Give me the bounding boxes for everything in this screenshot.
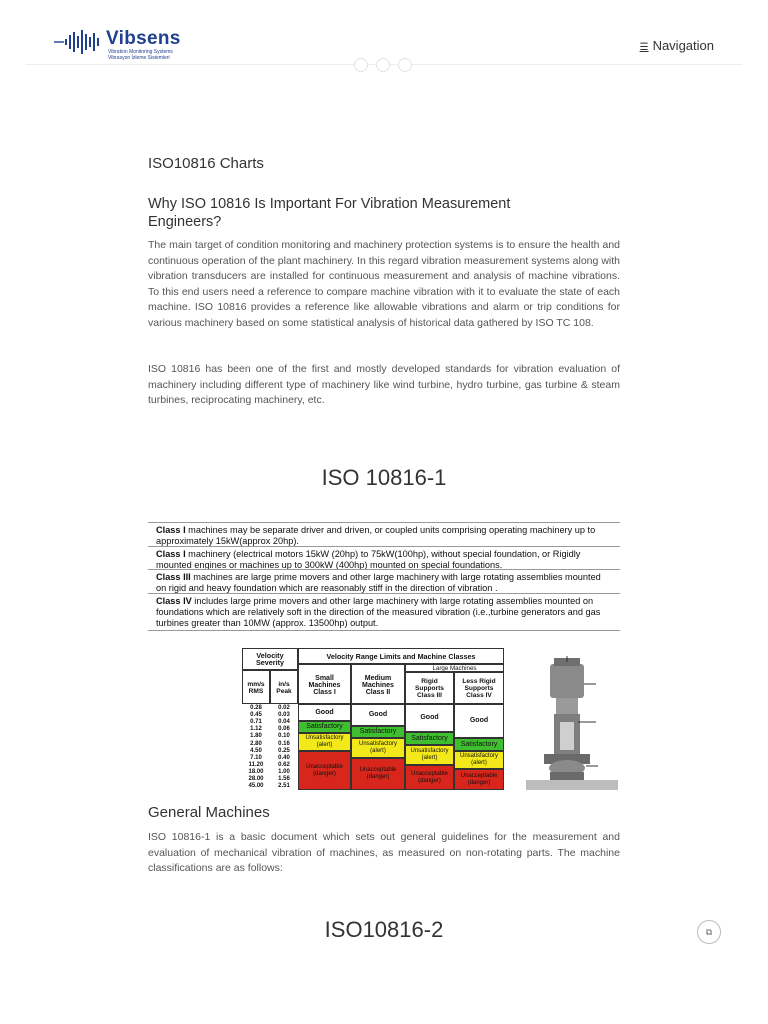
menu-icon: ☰: [639, 42, 649, 53]
class-row: Class III machines are large prime movers and other large machinery with large rotating assemblies mounted on rigid and heavy foundation which are reasonably stiff in the direction of vibration .: [148, 569, 620, 593]
general-heading: General Machines: [148, 804, 270, 821]
zone-satisfactory: Satisfactory: [351, 726, 405, 738]
zone-satisfactory: Satisfactory: [405, 732, 454, 745]
zone-unacceptable: Unacceptable (danger): [454, 769, 504, 790]
paragraph-1-wrap: [148, 238, 620, 332]
rms-value: 0.71: [250, 719, 262, 726]
charts-title: ISO10816 Charts: [148, 155, 264, 172]
peak-value: 2.51: [278, 783, 290, 790]
paragraph-1: The main target of condition monitoring and machinery protection systems is to ensure the health and continuous operation of the plant machinery. In this regard vibration measurement systems along with vibration transducers are installed for continuous measurement and analysis of machine vibrations. To this end users need a reference to compare machine vibration with it to evaluate the state of each machine. ISO 10816 provides a reference like allowable vibrations and alarm or trip conditions for various machinery based on some statistical analysis of historical data gathered by ISO TC 108.: [148, 239, 620, 329]
peak-value: 1.00: [278, 768, 290, 775]
zone-satisfactory: Satisfactory: [298, 721, 351, 733]
severity-header: Velocity Severity: [242, 648, 298, 670]
zone-good: Good: [454, 704, 504, 738]
waveform-logo-icon: [54, 30, 104, 54]
peak-value: 0.25: [278, 747, 290, 754]
navigation-link[interactable]: [640, 38, 714, 53]
unit-rms: mm/s RMS: [242, 670, 270, 704]
zone-unsatisfactory: Unsatisfactory (alert): [405, 745, 454, 765]
part1-title: ISO 10816-1: [321, 465, 447, 490]
rms-value: 1.80: [250, 733, 262, 740]
unit-peak: in/s Peak: [270, 670, 298, 704]
site-header: [0, 0, 768, 64]
zone-unacceptable: Unacceptable (danger): [351, 758, 405, 790]
paragraph-3: ISO 10816-1 is a basic document which sets out general guidelines for the measurement and evaluation of mechanical vibration of machines, as measured on non-rotating parts. The machine classifications are as follows:: [148, 831, 620, 875]
class-row: Class IV includes large prime movers and other large machinery with large rotating assemblies mounted on foundations which are relatively soft in the direction of the measured vibration (i.e.,turbine generators and gas turbines greater than 10MW (approx. 13500hp) output.: [148, 593, 620, 631]
peak-value: 0.02: [278, 705, 290, 711]
zone-unacceptable: Unacceptable (danger): [405, 765, 454, 790]
rms-value: 4.50: [250, 747, 262, 754]
peak-value: 0.10: [278, 733, 290, 740]
class-header: Small Machines Class I: [298, 664, 351, 704]
navigation-label: Navigation: [652, 38, 714, 53]
part2-title: ISO10816-2: [324, 917, 444, 942]
peak-value: 1.56: [278, 776, 290, 782]
rms-value: 28.00: [248, 776, 264, 782]
share-icon[interactable]: [354, 58, 368, 72]
class-row: Class I machinery (electrical motors 15kW (20hp) to 75kW(100hp), without special foundation, or Rigidly mounted engines or machines up to 300kW (400hp) mounted on special foundations.: [148, 546, 620, 569]
zone-unacceptable: Unacceptable (danger): [298, 751, 351, 790]
class-header: Rigid Supports Class III: [405, 672, 454, 704]
rms-value: 0.45: [250, 712, 262, 719]
vertical-machine-illustration: [526, 656, 618, 790]
peak-value: 0.06: [278, 726, 290, 733]
zone-unsatisfactory: Unsatisfactory (alert): [298, 733, 351, 751]
peak-value: 0.03: [278, 712, 290, 719]
class-header: Medium Machines Class II: [351, 664, 405, 704]
rms-value: 45.00: [248, 783, 264, 790]
rms-value: 7.10: [250, 754, 262, 761]
peak-value: 0.04: [278, 719, 290, 726]
large-machines-header: Large Machines: [405, 664, 504, 672]
paragraph-2: ISO 10816 has been one of the first and mostly developed standards for vibration evaluation of machinery including different type of machinery like wind turbine, hydro turbine, gas turbine & steam turbines, reciprocating machinery, etc.: [148, 363, 620, 407]
rms-value: 18.00: [248, 768, 264, 775]
vibsens-logo[interactable]: [54, 30, 194, 64]
article-section: [148, 155, 620, 172]
rms-value: 0.28: [250, 705, 262, 711]
zone-satisfactory: Satisfactory: [454, 738, 504, 751]
share-buttons: [354, 58, 414, 72]
zone-unsatisfactory: Unsatisfactory (alert): [351, 738, 405, 758]
zone-good: Good: [405, 704, 454, 732]
general-heading-wrap: [148, 804, 620, 821]
zone-good: Good: [351, 704, 405, 726]
machine-class-descriptions: [148, 518, 620, 632]
range-header: Velocity Range Limits and Machine Classes: [298, 648, 504, 664]
zone-unsatisfactory: Unsatisfactory (alert): [454, 751, 504, 769]
class-row: Class I machines may be separate driver and driven, or coupled units comprising operating machinery up to approximately 15kW(approx 20hp).: [148, 522, 620, 546]
peak-value: 0.40: [278, 754, 290, 761]
rms-value: 2.80: [250, 740, 262, 747]
paragraph-3-wrap: [148, 830, 620, 877]
expand-icon[interactable]: ⧉: [697, 920, 721, 944]
logo-tagline-tr: Vibrasyon İzleme Sistemleri: [108, 55, 170, 61]
share-icon[interactable]: [376, 58, 390, 72]
logo-name: Vibsens: [106, 28, 181, 49]
class-header: Less Rigid Supports Class IV: [454, 672, 504, 704]
paragraph-2-wrap: [148, 362, 620, 409]
rms-value: 1.12: [250, 726, 262, 733]
why-heading: Why ISO 10816 Is Important For Vibration Measurement Engineers?: [148, 196, 511, 230]
share-icon[interactable]: [398, 58, 412, 72]
vibration-severity-chart: [148, 640, 620, 790]
peak-value: 0.16: [278, 740, 290, 747]
zone-good: Good: [298, 704, 351, 721]
why-heading-wrap: [148, 195, 568, 231]
rms-value: 11.20: [248, 761, 264, 768]
logo-tagline: Vibration Monitoring Systems: [108, 49, 173, 55]
peak-value: 0.62: [278, 761, 290, 768]
